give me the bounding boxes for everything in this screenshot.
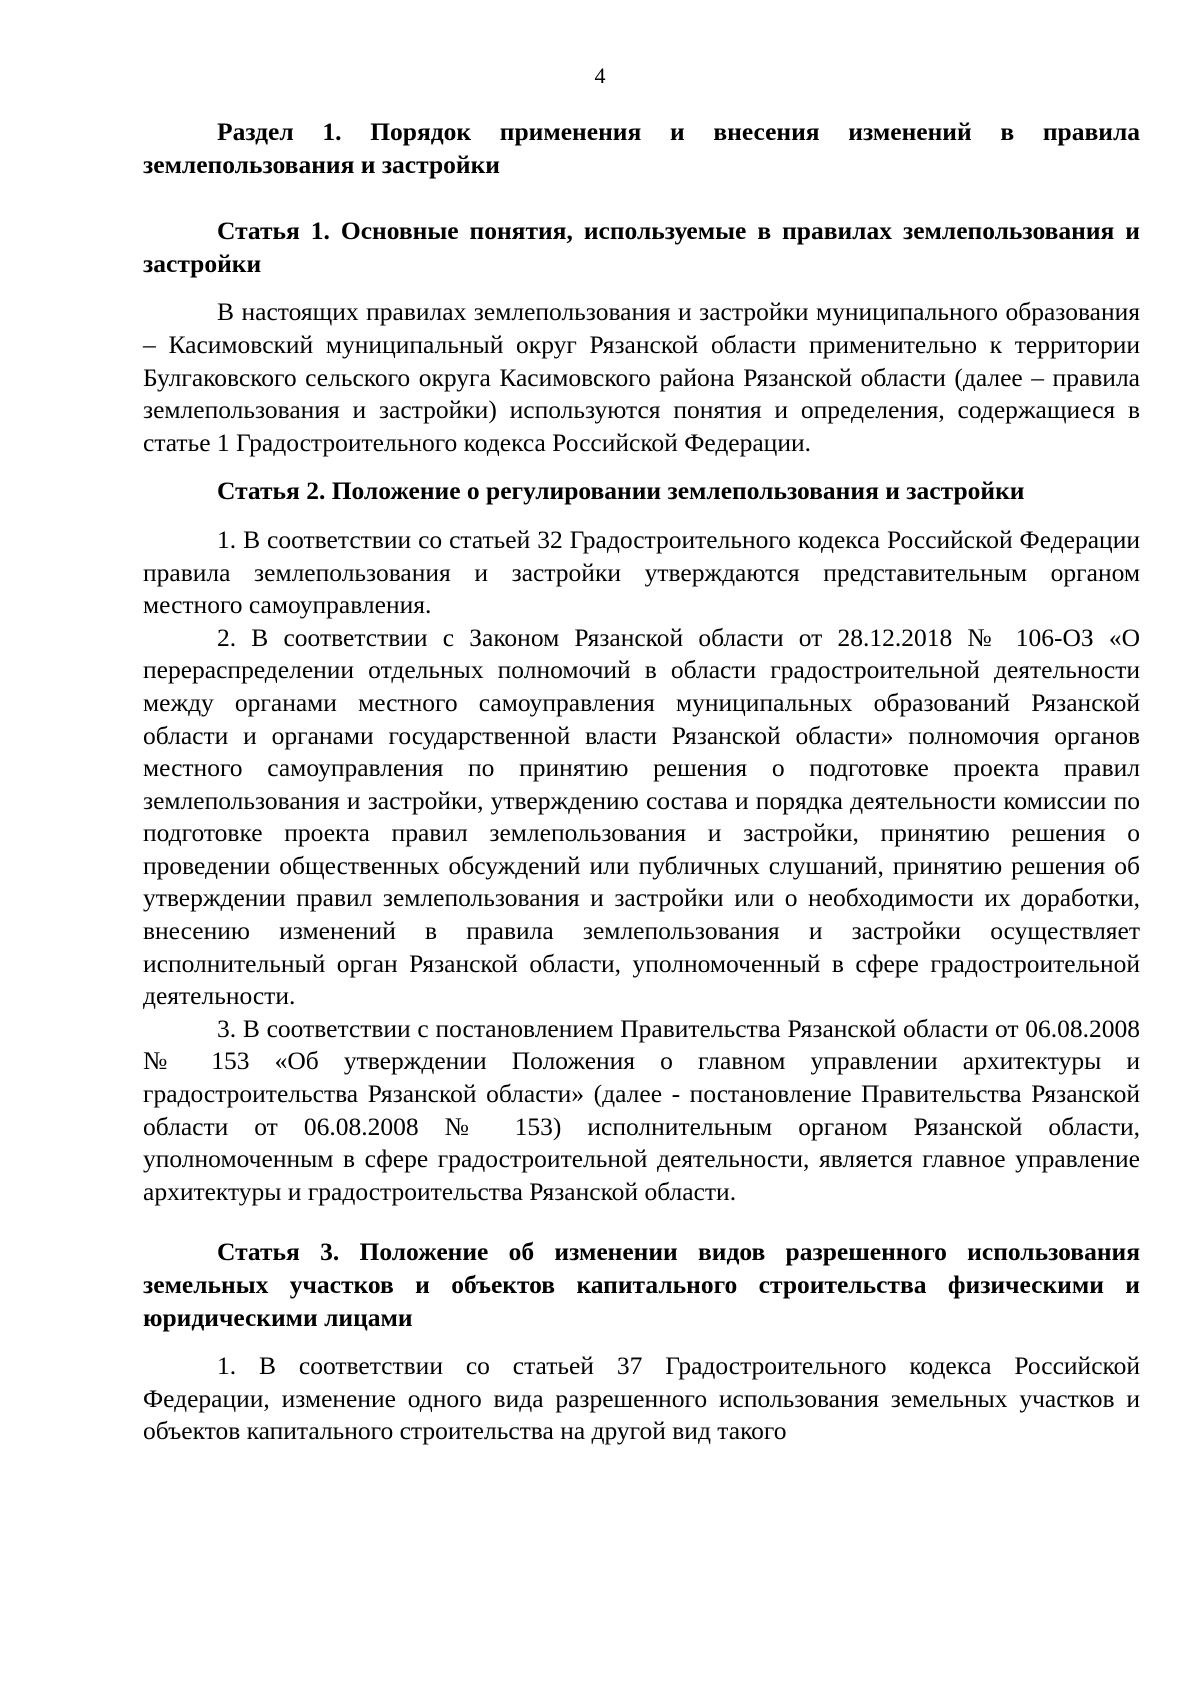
article-1-paragraph-1: В настоящих правилах землепользования и застройки муниципального образования – Касимовский муниципальный округ Рязанской области применительно к территории Булгаковского сельского округа Касимовского района Рязанской области (далее – правила землепользования и застройки) используются понятия и определения, содержащиеся в статье 1 Градостроительного кодекса Российской Федерации. bbox=[143, 297, 1140, 457]
article-2-paragraph-1: 1. В соответствии со статьей 32 Градостроительного кодекса Российской Федерации правила землепользования и застройки утверждаются представительным органом местного самоуправления. bbox=[143, 524, 1140, 620]
document-body bbox=[143, 116, 1140, 1448]
article-1-heading: Статья 1. Основные понятия, используемые в правилах землепользования и застройки bbox=[143, 216, 1140, 278]
article-3-heading: Статья 3. Положение об изменении видов разрешенного использования земельных участков и объектов капитального строительства физическими и юридическими лицами bbox=[143, 1237, 1140, 1332]
page-number: 4 bbox=[594, 63, 606, 88]
article-3-paragraph-1: 1. В соответствии со статьей 37 Градостроительного кодекса Российской Федерации, изменение одного вида разрешенного использования земельных участков и объектов капитального строительства на другой вид такого bbox=[143, 1351, 1140, 1446]
section-title: Раздел 1. Порядок применения и внесения изменений в правила землепользования и застройки bbox=[143, 117, 1140, 179]
article-2-heading: Статья 2. Положение о регулировании землепользования и застройки bbox=[217, 476, 1025, 506]
article-2-paragraph-2: 2. В соответствии с Законом Рязанской области от 28.12.2018 № 106-ОЗ «О перераспределении отдельных полномочий в области градостроительной деятельности между органами местного самоуправления муниципальных образований Рязанской области и органами государственной власти Рязанской области» полномочия органов местного самоуправления по принятию решения о подготовке проекта правил землепользования и застройки, утверждению состава и порядка деятельности комиссии по подготовке проекта правил землепользования и застройки, принятию решения о проведении общественных обсуждений или публичных слушаний, принятию решения об утверждении правил землепользования и застройки или о необходимости их доработки, внесению изменений в правила землепользования и застройки осуществляет исполнительный орган Рязанской области, уполномоченный в сфере градостроительной деятельности. bbox=[143, 622, 1140, 1011]
article-2-paragraph-3: 3. В соответствии с постановлением Правительства Рязанской области от 06.08.2008 № 153 «Об утверждении Положения о главном управлении архитектуры и градостроительства Рязанской области» (далее - постановление Правительства Рязанской области от 06.08.2008 № 153) исполнительным органом Рязанской области, уполномоченным в сфере градостроительной деятельности, является главное управление архитектуры и градостроительства Рязанской области. bbox=[143, 1013, 1140, 1206]
